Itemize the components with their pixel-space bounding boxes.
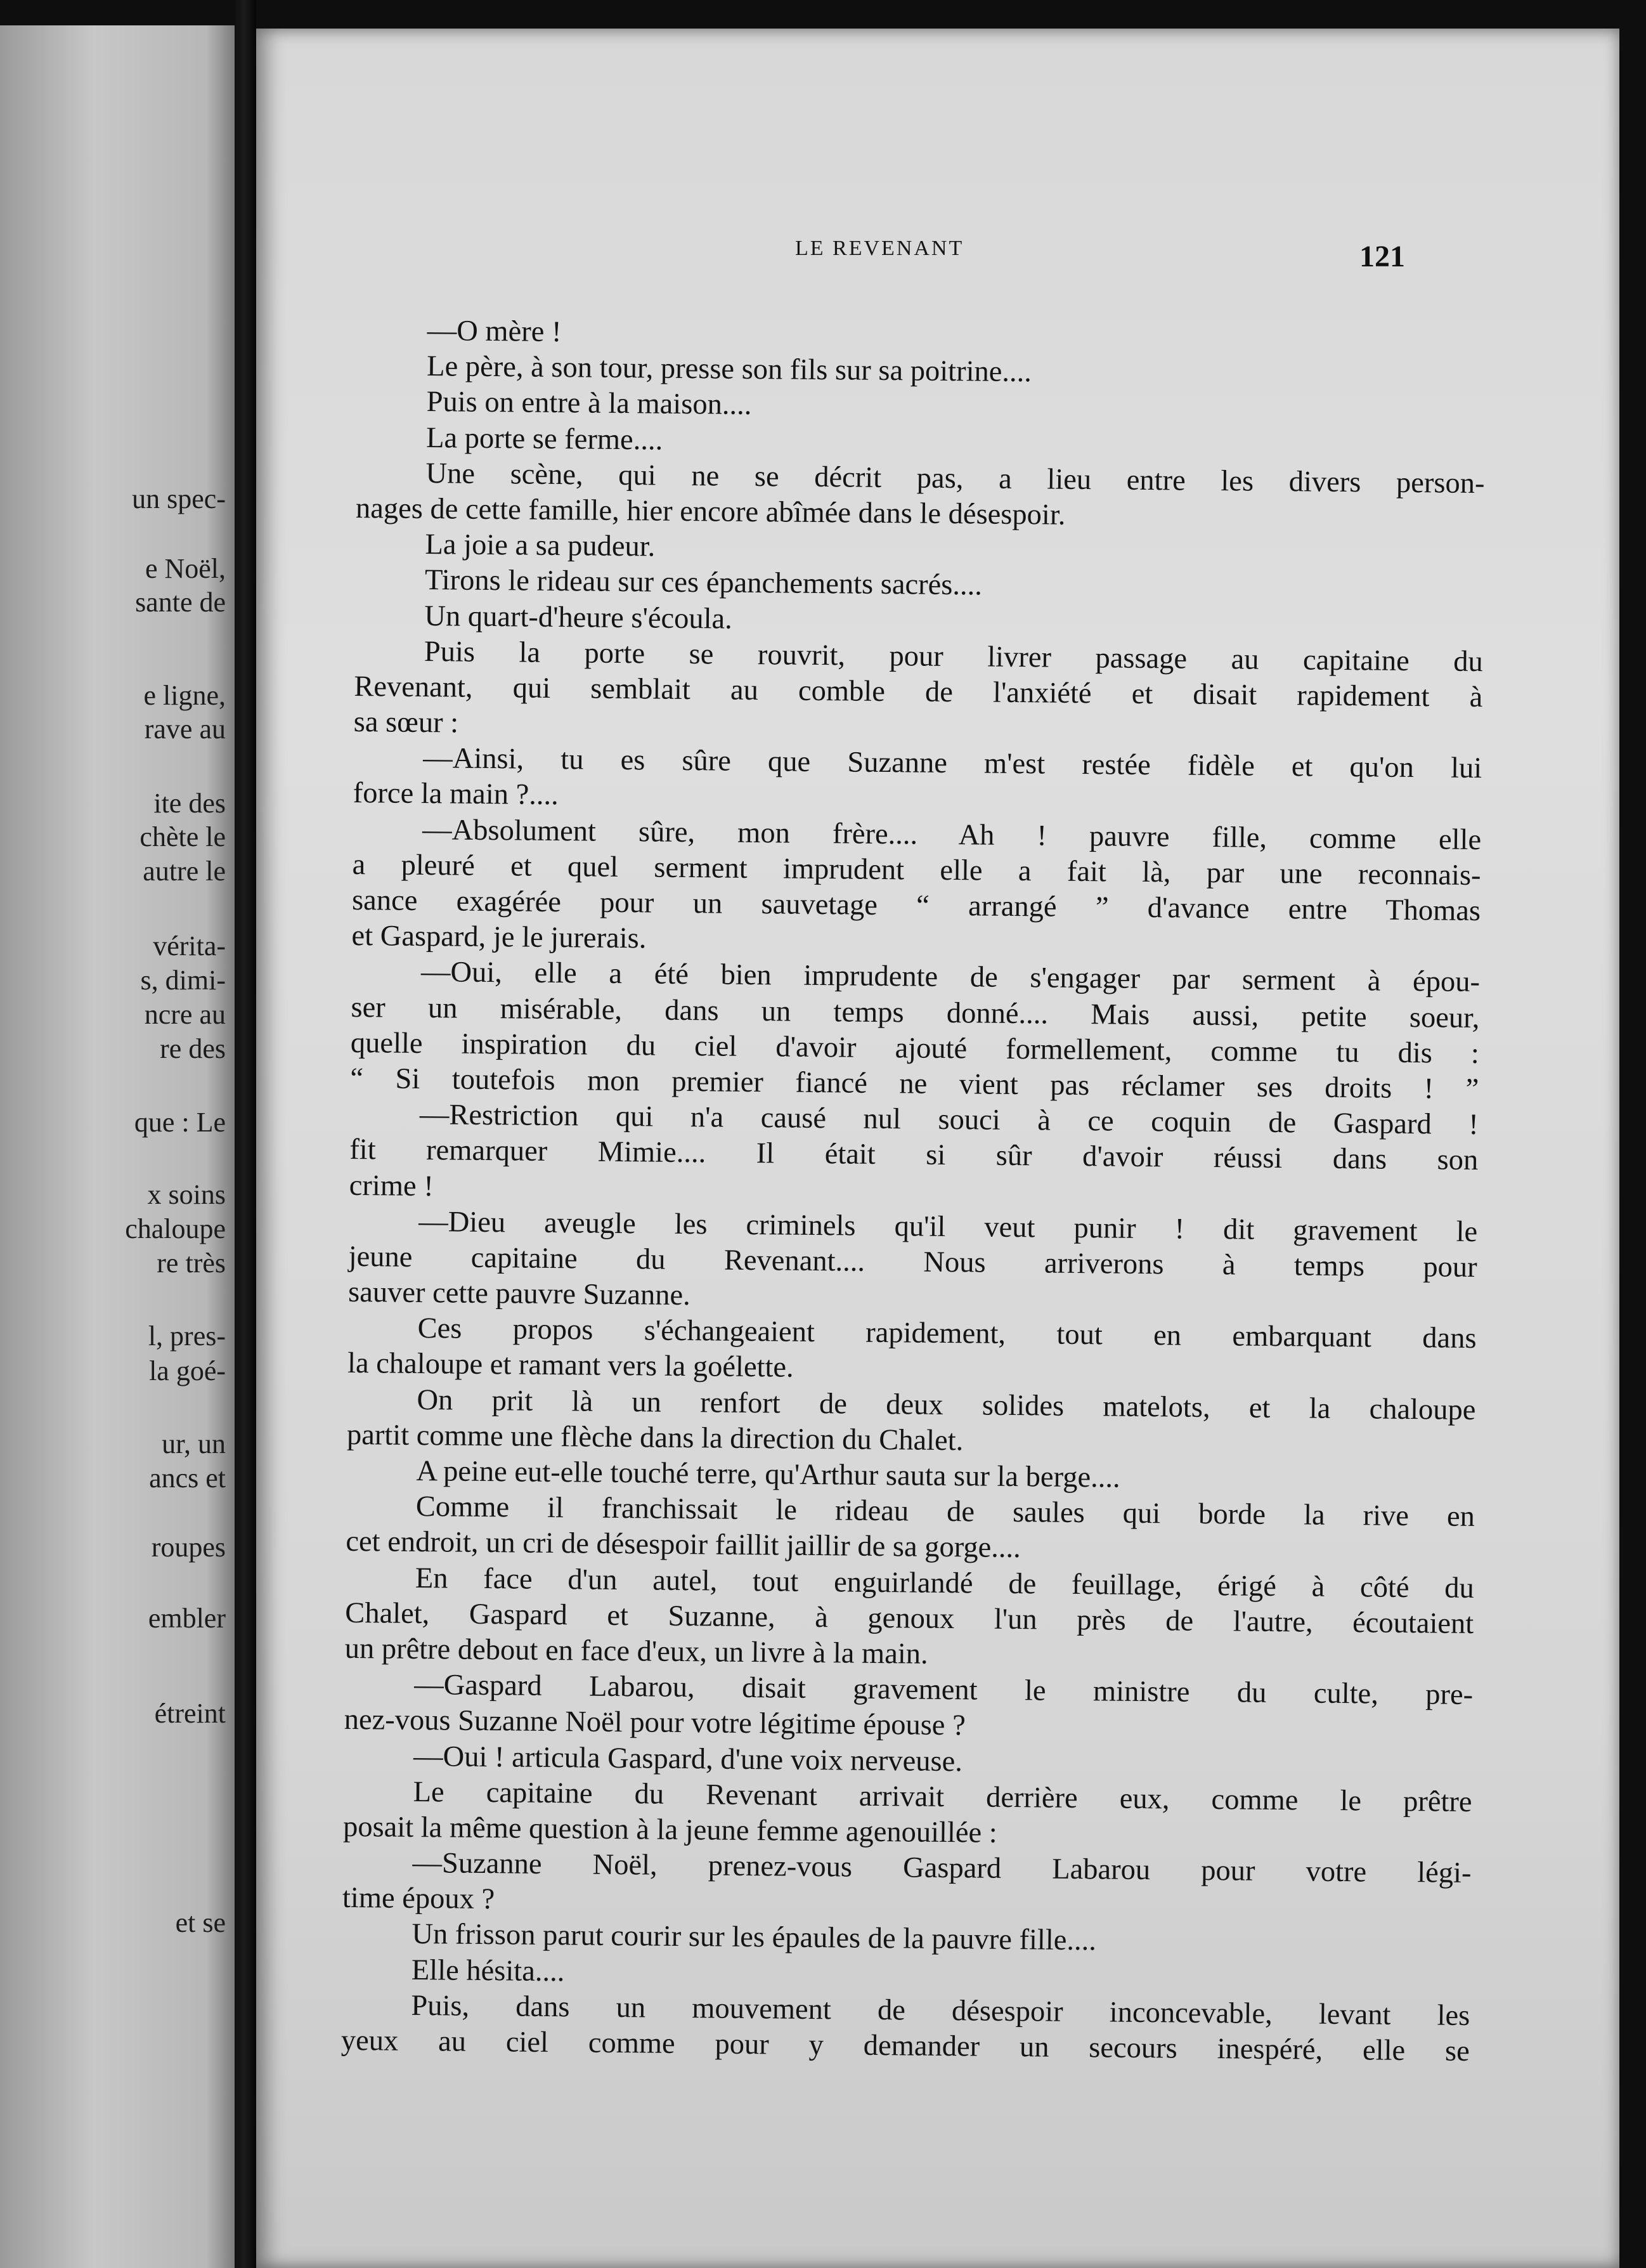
text-line: nages de cette famille, hier encore abîmée dans le désespoir.	[355, 492, 1066, 531]
previous-page-fragment: autre le	[143, 856, 226, 887]
text-line: posait la même question à la jeune femme agenouillée :	[342, 1810, 997, 1849]
previous-page-fragment: e ligne,	[143, 680, 226, 711]
text-line: Comme il franchissait le rideau de saules qui borde la rive en	[415, 1490, 1475, 1534]
text-line: Revenant, qui semblait au comble de l'anxiété et disait rapidement à	[354, 670, 1483, 714]
text-line: un prêtre debout en face d'eux, un livre à la main.	[344, 1632, 928, 1671]
text-line: sauver cette pauvre Suzanne.	[347, 1275, 691, 1312]
text-line: partit comme une flèche dans la direction du Chalet.	[346, 1418, 964, 1457]
text-line: A peine eut-elle touché terre, qu'Arthur sauta sur la berge....	[416, 1454, 1120, 1494]
text-line: cet endroit, un cri de désespoir faillit jaillir de sa gorge....	[346, 1525, 1021, 1565]
text-line: nez-vous Suzanne Noël pour votre légitime épouse ?	[344, 1704, 966, 1742]
running-title: LE REVENANT	[795, 237, 964, 260]
previous-page-fragment: étreint	[154, 1698, 226, 1729]
page-number: 121	[1359, 240, 1405, 273]
text-line: “ Si toutefois mon premier fiancé ne vient pas réclamer ses droits ! ”	[350, 1062, 1479, 1105]
text-line: —Restriction qui n'a causé nul souci à ce coquin de Gaspard !	[419, 1098, 1479, 1142]
text-line: crime !	[349, 1169, 434, 1202]
previous-page-fragment: ancs et	[149, 1463, 226, 1494]
body-text	[341, 313, 1486, 2069]
text-line: fit remarquer Mimie.... Il était si sûr d'avoir réussi dans son	[349, 1133, 1479, 1177]
text-line: En face d'un autel, tout enguirlandé de feuillage, érigé à côté du	[415, 1561, 1475, 1605]
text-line: time époux ?	[342, 1882, 495, 1916]
text-line: sance exagérée pour un sauvetage “ arrangé ” d'avance entre Thomas	[351, 883, 1481, 928]
previous-page-fragment: et se	[175, 1907, 226, 1938]
text-line: et Gaspard, je le jurerais.	[351, 920, 647, 955]
previous-page-fragment: que : Le	[134, 1107, 226, 1138]
previous-page-fragment: ur, un	[162, 1428, 226, 1459]
previous-page-fragment: s, dimi-	[140, 965, 226, 996]
text-line: La porte se ferme....	[425, 421, 663, 457]
text-line: Un frisson parut courir sur les épaules de la pauvre fille....	[412, 1918, 1097, 1957]
text-line: —Absolument sûre, mon frère.... Ah ! pauvre fille, comme elle	[422, 813, 1482, 856]
text-line: Chalet, Gaspard et Suzanne, à genoux l'un près de l'autre, écoutaient	[345, 1596, 1474, 1640]
previous-page-fragment: ite des	[153, 788, 226, 819]
text-line: Elle hésita....	[411, 1953, 565, 1988]
previous-page-fragment: rave au	[144, 714, 226, 745]
text-line: La joie a sa pudeur.	[425, 528, 656, 563]
book-gutter	[235, 0, 256, 2268]
text-line: —Suzanne Noël, prenez-vous Gaspard Labarou pour votre légi-	[412, 1847, 1472, 1890]
previous-page-fragment: la goé-	[149, 1355, 226, 1386]
previous-page-fragment: e Noël,	[145, 553, 226, 584]
text-line: Le père, à son tour, presse son fils sur sa poitrine....	[426, 350, 1032, 389]
previous-page-fragment: un spec-	[132, 483, 226, 514]
previous-page-fragment: sante de	[135, 587, 226, 618]
text-line: Le capitaine du Revenant arrivait derrière eux, comme le prêtre	[413, 1775, 1472, 1818]
previous-page-fragment: re très	[157, 1248, 226, 1279]
text-line: —Oui ! articula Gaspard, d'une voix nerveuse.	[413, 1740, 963, 1778]
text-line: ser un misérable, dans un temps donné.... Mais aussi, petite soeur,	[351, 991, 1480, 1034]
text-line: —Oui, elle a été bien imprudente de s'engager par serment à épou-	[420, 956, 1481, 999]
text-line: —Gaspard Labarou, disait gravement le ministre du culte, pre-	[413, 1669, 1474, 1712]
text-line: quelle inspiration du ciel d'avoir ajouté formellement, comme tu dis :	[350, 1026, 1480, 1070]
text-line: a pleuré et quel serment imprudent elle a fait là, par une reconnais-	[352, 848, 1481, 892]
text-line: force la main ?....	[353, 777, 559, 812]
text-line: Puis, dans un mouvement de désespoir inconcevable, levant les	[411, 1989, 1470, 2032]
previous-page-fragment: chaloupe	[125, 1213, 226, 1244]
text-line: Un quart-d'heure s'écoula.	[424, 599, 733, 635]
text-line: —Ainsi, tu es sûre que Suzanne m'est restée fidèle et qu'on lui	[423, 742, 1482, 785]
text-line: —Dieu aveugle les criminels qu'il veut punir ! dit gravement le	[418, 1205, 1478, 1248]
text-line: Une scène, qui ne se décrit pas, a lieu entre les divers person-	[425, 457, 1485, 500]
text-line: Tirons le rideau sur ces épanchements sacrés....	[424, 564, 983, 602]
book-page	[256, 29, 1619, 2268]
text-line: Ces propos s'échangeaient rapidement, tout en embarquant dans	[417, 1312, 1477, 1355]
previous-page-fragment: l, pres-	[148, 1320, 226, 1352]
text-line: sa sœur :	[353, 706, 459, 740]
previous-page-fragment: vérita-	[153, 930, 226, 961]
text-line: On prit là un renfort de deux solides matelots, et la chaloupe	[417, 1383, 1476, 1426]
previous-page-fragment: x soins	[147, 1179, 226, 1210]
text-line: Puis la porte se rouvrit, pour livrer passage au capitaine du	[424, 635, 1484, 678]
text-line: Puis on entre à la maison....	[426, 386, 752, 422]
previous-page-fragment: embler	[148, 1603, 226, 1634]
text-line: yeux au ciel comme pour y demander un secours inespéré, elle se	[340, 2024, 1470, 2068]
previous-page-fragment: re des	[160, 1033, 226, 1064]
previous-page-fragment: chète le	[139, 821, 226, 852]
text-line: la chaloupe et ramant vers la goélette.	[347, 1347, 794, 1385]
previous-page-fragment: ncre au	[144, 999, 226, 1030]
text-line: —O mère !	[427, 315, 562, 349]
previous-page	[0, 25, 235, 2268]
text-line: jeune capitaine du Revenant.... Nous arriverons à temps pour	[348, 1240, 1477, 1284]
previous-page-fragment: roupes	[151, 1532, 226, 1563]
